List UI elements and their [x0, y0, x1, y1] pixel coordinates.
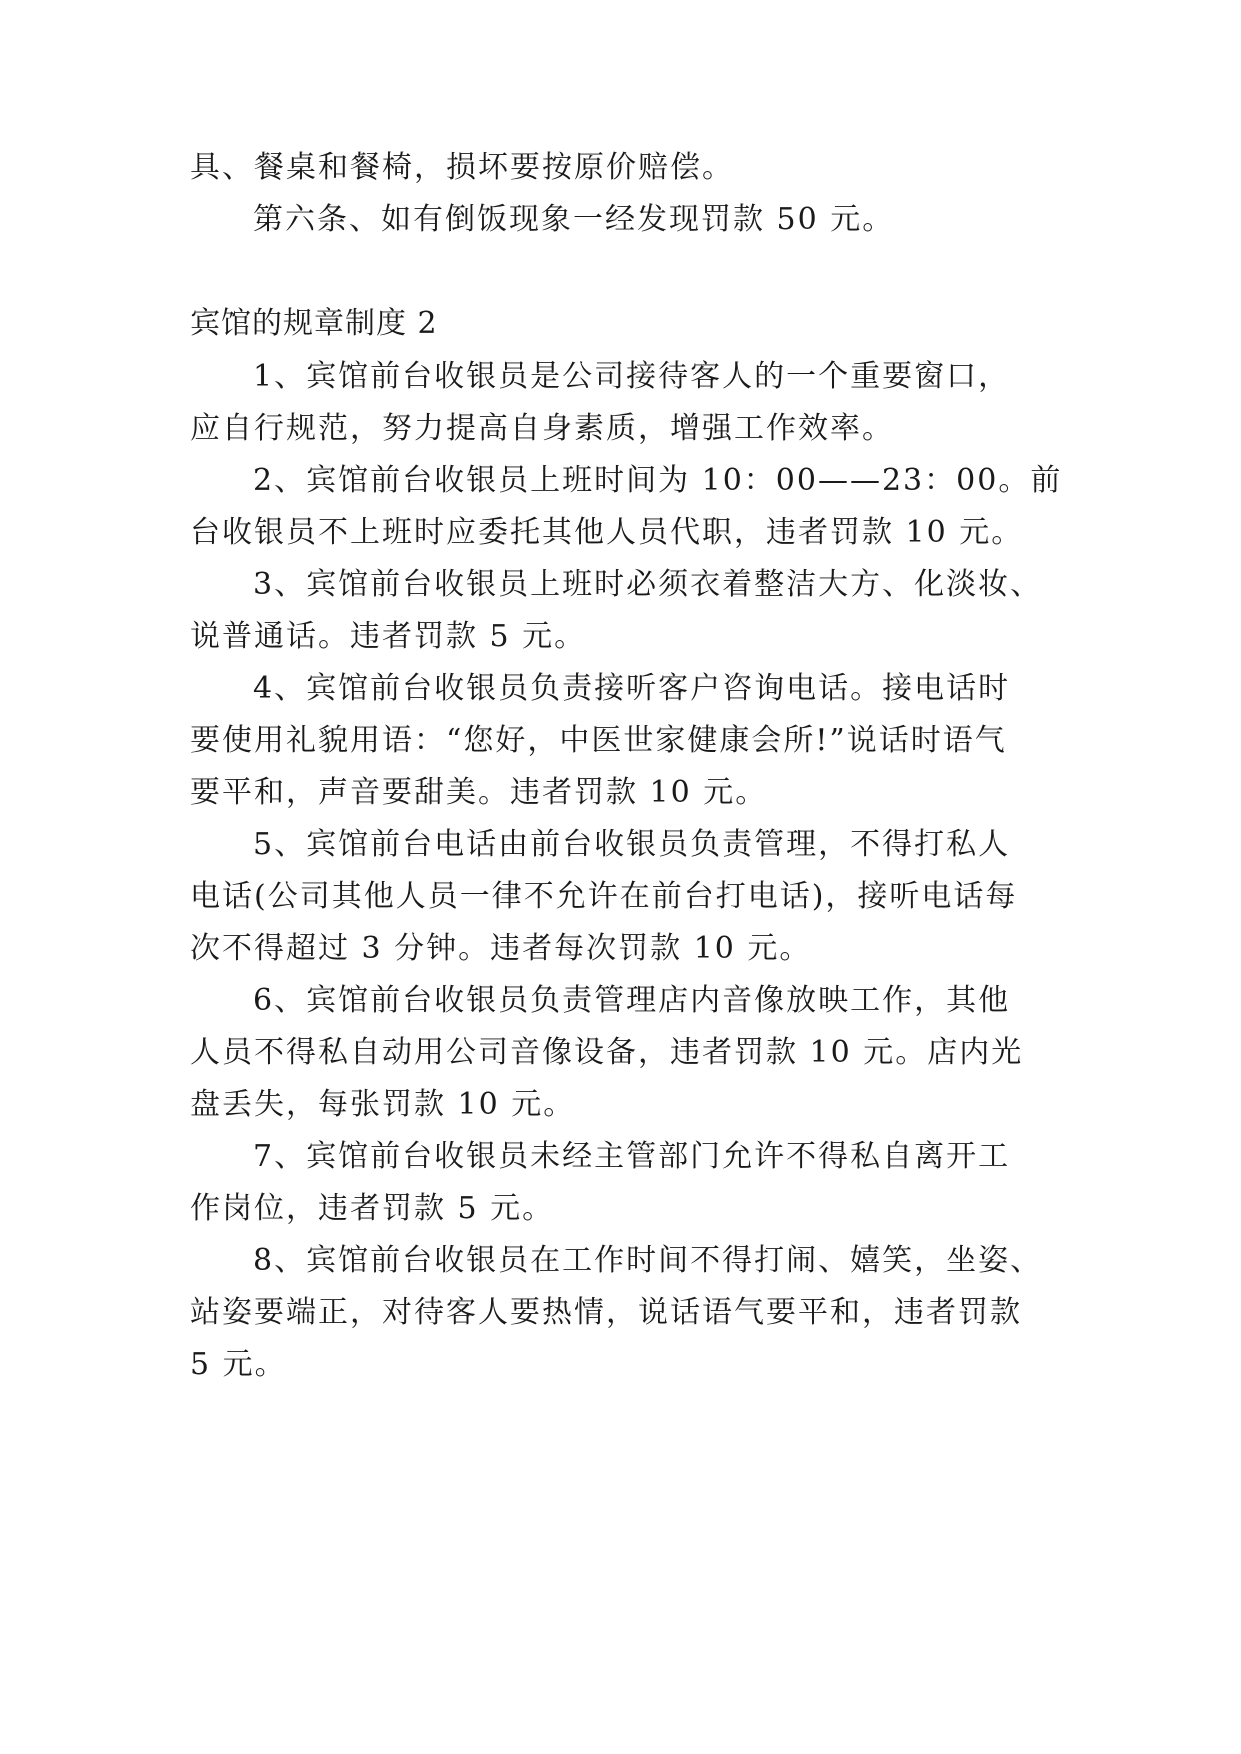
- rule-3-line-2: 说普通话。违者罚款 5 元。: [190, 619, 587, 654]
- rule-7-line-2: 作岗位，违者罚款 5 元。: [190, 1191, 555, 1226]
- article-six: 第六条、如有倒饭现象一经发现罚款 50 元。: [253, 202, 895, 237]
- rule-8-line-2: 站姿要端正，对待客人要热情，说话语气要平和，违者罚款: [190, 1295, 1022, 1330]
- rule-1-line-1: 1、宾馆前台收银员是公司接待客人的一个重要窗口，: [253, 359, 1011, 394]
- rule-2-line-1: 2、宾馆前台收银员上班时间为 10：00——23：00。前: [253, 463, 1063, 498]
- rule-5-line-1: 5、宾馆前台电话由前台收银员负责管理，不得打私人: [253, 827, 1011, 862]
- rule-4-line-3: 要平和，声音要甜美。违者罚款 10 元。: [190, 775, 768, 810]
- rule-4-line-2: 要使用礼貌用语：“您好，中医世家健康会所!”说话时语气: [190, 723, 1007, 758]
- rule-2-line-2: 台收银员不上班时应委托其他人员代职，违者罚款 10 元。: [190, 515, 1024, 550]
- rule-7-line-1: 7、宾馆前台收银员未经主管部门允许不得私自离开工: [253, 1139, 1011, 1174]
- rule-5-line-2: 电话(公司其他人员一律不允许在前台打电话)，接听电话每: [190, 879, 1018, 914]
- section-title: 宾馆的规章制度 2: [190, 306, 438, 341]
- rule-4-line-1: 4、宾馆前台收银员负责接听客户咨询电话。接电话时: [253, 671, 1011, 706]
- rule-6-line-3: 盘丢失，每张罚款 10 元。: [190, 1087, 576, 1122]
- rule-8-line-1: 8、宾馆前台收银员在工作时间不得打闹、嬉笑，坐姿、: [253, 1243, 1043, 1278]
- continuation-line: 具、餐桌和餐椅，损坏要按原价赔偿。: [190, 150, 734, 185]
- rule-6-line-2: 人员不得私自动用公司音像设备，违者罚款 10 元。店内光: [190, 1035, 1024, 1070]
- rule-6-line-1: 6、宾馆前台收银员负责管理店内音像放映工作，其他: [253, 983, 1011, 1018]
- rule-1-line-2: 应自行规范，努力提高自身素质，增强工作效率。: [190, 411, 894, 446]
- rule-5-line-3: 次不得超过 3 分钟。违者每次罚款 10 元。: [190, 931, 812, 966]
- rule-8-line-3: 5 元。: [190, 1347, 287, 1382]
- rule-3-line-1: 3、宾馆前台收银员上班时必须衣着整洁大方、化淡妆、: [253, 567, 1043, 602]
